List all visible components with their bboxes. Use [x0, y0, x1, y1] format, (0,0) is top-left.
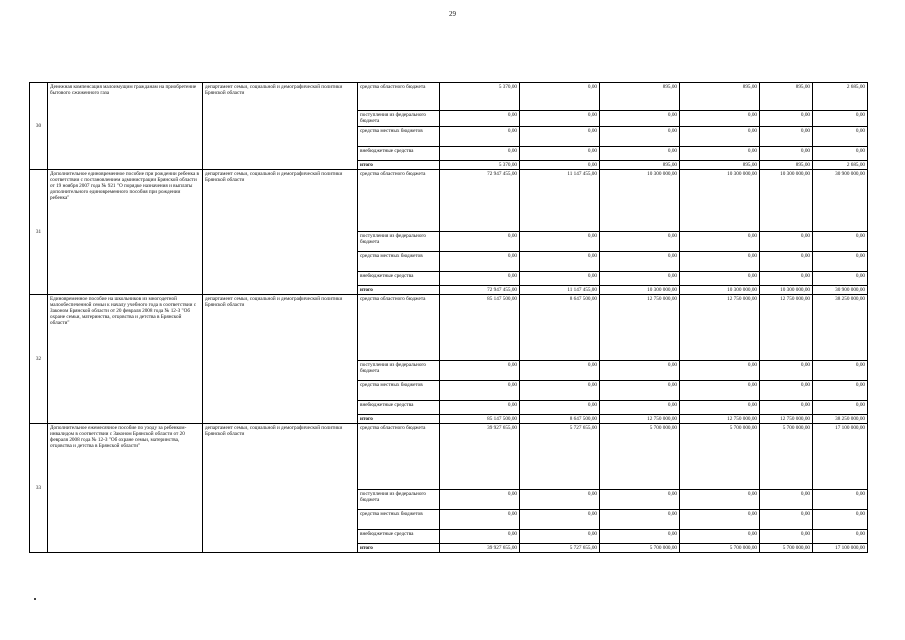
amount-cell: 895,00 [760, 83, 813, 111]
amount-cell: 0,00 [760, 111, 813, 127]
amount-cell: 0,00 [440, 401, 520, 415]
amount-cell: 0,00 [813, 272, 868, 286]
amount-cell: 0,00 [680, 530, 760, 544]
amount-cell: 0,00 [813, 361, 868, 381]
amount-cell: 12 750 000,00 [680, 295, 760, 361]
funding-source: итого [358, 286, 440, 295]
funding-source: итого [358, 544, 440, 553]
amount-cell: 0,00 [520, 361, 600, 381]
funding-source: средства областного бюджета [358, 83, 440, 111]
amount-cell: 0,00 [760, 361, 813, 381]
amount-cell: 5 700 000,00 [600, 424, 680, 490]
table-row [30, 295, 868, 361]
amount-cell: 0,00 [440, 232, 520, 252]
amount-cell: 8 647 500,00 [520, 415, 600, 424]
funding-source: средства местных бюджетов [358, 252, 440, 272]
amount-cell: 30 900 000,00 [813, 170, 868, 232]
funding-source: поступления из федерального бюджета [358, 111, 440, 127]
amount-cell: 0,00 [680, 232, 760, 252]
amount-cell: 0,00 [600, 490, 680, 510]
amount-cell: 5 700 000,00 [600, 544, 680, 553]
amount-cell: 8 647 500,00 [520, 295, 600, 361]
amount-cell: 0,00 [600, 272, 680, 286]
amount-cell: 38 250 000,00 [813, 295, 868, 361]
amount-cell: 0,00 [813, 510, 868, 530]
amount-cell: 0,00 [760, 127, 813, 147]
amount-cell: 0,00 [440, 490, 520, 510]
amount-cell: 0,00 [440, 272, 520, 286]
funding-source: внебюджетные средства [358, 401, 440, 415]
funding-source: поступления из федерального бюджета [358, 490, 440, 510]
funding-source: средства местных бюджетов [358, 510, 440, 530]
executor: департамент семьи, социальной и демографической политики Брянской области [203, 170, 358, 295]
executor: департамент семьи, социальной и демографической политики Брянской области [203, 424, 358, 553]
amount-cell: 10 300 000,00 [680, 170, 760, 232]
amount-cell: 85 147 500,00 [440, 415, 520, 424]
amount-cell: 0,00 [520, 232, 600, 252]
amount-cell: 0,00 [680, 381, 760, 401]
funding-source: средства областного бюджета [358, 295, 440, 361]
page-number: 29 [449, 10, 456, 18]
amount-cell: 0,00 [760, 381, 813, 401]
amount-cell: 0,00 [440, 361, 520, 381]
amount-cell: 12 750 000,00 [760, 295, 813, 361]
amount-cell: 0,00 [760, 510, 813, 530]
measure-name: Дополнительное единовременное пособие при рождении ребенка в соответствии с постановлением администрации Брянской области от 19 ноября 2007 года № 921 "О порядке назначения и выплаты дополнительного единовременного пособия при рождении ребенка" [48, 170, 203, 295]
amount-cell: 12 750 000,00 [680, 415, 760, 424]
amount-cell: 12 750 000,00 [760, 415, 813, 424]
measure-name: Единовременное пособие на школьников из многодетной малообеспеченной семьи к началу учебного года в соответствии с Законом Брянской области от 20 февраля 2008 года № 12-З "Об охране семьи, материнства, отцовства и детства в Брянской области" [48, 295, 203, 424]
amount-cell: 0,00 [760, 401, 813, 415]
amount-cell: 12 750 000,00 [600, 295, 680, 361]
amount-cell: 17 100 000,00 [813, 544, 868, 553]
amount-cell: 0,00 [600, 361, 680, 381]
amount-cell: 10 300 000,00 [760, 170, 813, 232]
amount-cell: 0,00 [600, 232, 680, 252]
amount-cell: 0,00 [760, 272, 813, 286]
amount-cell: 5 370,00 [440, 161, 520, 170]
amount-cell: 0,00 [520, 272, 600, 286]
amount-cell: 11 147 455,00 [520, 170, 600, 232]
amount-cell: 0,00 [813, 232, 868, 252]
amount-cell: 0,00 [520, 530, 600, 544]
measure-name: Денежная компенсация малоимущим гражданам на приобретение бытового сжиженного газа [48, 83, 203, 170]
amount-cell: 12 750 000,00 [600, 415, 680, 424]
amount-cell: 895,00 [680, 161, 760, 170]
amount-cell: 0,00 [600, 510, 680, 530]
row-number: 31 [30, 170, 48, 295]
amount-cell: 0,00 [680, 127, 760, 147]
funding-source: итого [358, 415, 440, 424]
amount-cell: 10 300 000,00 [600, 170, 680, 232]
amount-cell: 895,00 [760, 161, 813, 170]
amount-cell: 895,00 [600, 161, 680, 170]
amount-cell: 0,00 [813, 147, 868, 161]
amount-cell: 0,00 [520, 161, 600, 170]
row-number: 33 [30, 424, 48, 553]
amount-cell: 0,00 [680, 361, 760, 381]
amount-cell: 5 700 000,00 [680, 544, 760, 553]
amount-cell: 10 300 000,00 [680, 286, 760, 295]
table-row [30, 424, 868, 490]
amount-cell: 0,00 [760, 147, 813, 161]
amount-cell: 72 947 455,00 [440, 170, 520, 232]
funding-source: средства местных бюджетов [358, 381, 440, 401]
amount-cell: 0,00 [760, 530, 813, 544]
amount-cell: 0,00 [680, 510, 760, 530]
funding-source: средства областного бюджета [358, 170, 440, 232]
amount-cell: 0,00 [520, 490, 600, 510]
amount-cell: 0,00 [440, 252, 520, 272]
funding-source: поступления из федерального бюджета [358, 361, 440, 381]
amount-cell: 5 727 655,00 [520, 424, 600, 490]
table-row [30, 83, 868, 111]
amount-cell: 5 700 000,00 [680, 424, 760, 490]
measure-name: Дополнительное ежемесячное пособие по уходу за ребенком-инвалидом в соответствии с Законом Брянской области от 20 февраля 2008 года № 12-З "Об охране семьи, материнства, отцовства и детства в Брянской области" [48, 424, 203, 553]
amount-cell: 895,00 [600, 83, 680, 111]
amount-cell: 0,00 [600, 252, 680, 272]
amount-cell: 39 927 655,00 [440, 424, 520, 490]
row-number: 32 [30, 295, 48, 424]
amount-cell: 5 700 000,00 [760, 424, 813, 490]
amount-cell: 0,00 [520, 510, 600, 530]
amount-cell: 0,00 [440, 530, 520, 544]
funding-source: внебюджетные средства [358, 530, 440, 544]
amount-cell: 0,00 [440, 510, 520, 530]
amount-cell: 0,00 [520, 401, 600, 415]
amount-cell: 0,00 [680, 401, 760, 415]
amount-cell: 0,00 [600, 111, 680, 127]
amount-cell: 72 947 455,00 [440, 286, 520, 295]
amount-cell: 0,00 [813, 111, 868, 127]
amount-cell: 0,00 [680, 272, 760, 286]
amount-cell: 0,00 [520, 111, 600, 127]
scan-dot [34, 598, 36, 600]
executor: департамент семьи, социальной и демографической политики Брянской области [203, 83, 358, 170]
amount-cell: 0,00 [760, 232, 813, 252]
amount-cell: 0,00 [520, 147, 600, 161]
amount-cell: 0,00 [760, 490, 813, 510]
funding-source: внебюджетные средства [358, 147, 440, 161]
amount-cell: 0,00 [680, 111, 760, 127]
amount-cell: 0,00 [440, 127, 520, 147]
amount-cell: 0,00 [680, 147, 760, 161]
amount-cell: 30 900 000,00 [813, 286, 868, 295]
amount-cell: 0,00 [680, 490, 760, 510]
amount-cell: 0,00 [520, 127, 600, 147]
funding-source: средства местных бюджетов [358, 127, 440, 147]
executor: департамент семьи, социальной и демографической политики Брянской области [203, 295, 358, 424]
amount-cell: 0,00 [680, 252, 760, 272]
amount-cell: 0,00 [600, 530, 680, 544]
table-row [30, 170, 868, 232]
amount-cell: 0,00 [813, 490, 868, 510]
amount-cell: 0,00 [440, 147, 520, 161]
amount-cell: 0,00 [813, 530, 868, 544]
amount-cell: 0,00 [600, 127, 680, 147]
budget-table [29, 82, 868, 553]
amount-cell: 0,00 [600, 147, 680, 161]
amount-cell: 5 700 000,00 [760, 544, 813, 553]
amount-cell: 0,00 [520, 83, 600, 111]
funding-source: внебюджетные средства [358, 272, 440, 286]
amount-cell: 39 927 655,00 [440, 544, 520, 553]
amount-cell: 0,00 [813, 401, 868, 415]
funding-source: итого [358, 161, 440, 170]
amount-cell: 0,00 [600, 381, 680, 401]
amount-cell: 11 147 455,00 [520, 286, 600, 295]
amount-cell: 2 685,00 [813, 161, 868, 170]
amount-cell: 0,00 [813, 381, 868, 401]
amount-cell: 0,00 [760, 252, 813, 272]
amount-cell: 10 300 000,00 [760, 286, 813, 295]
amount-cell: 0,00 [520, 252, 600, 272]
amount-cell: 0,00 [813, 127, 868, 147]
amount-cell: 0,00 [440, 381, 520, 401]
amount-cell: 17 100 000,00 [813, 424, 868, 490]
amount-cell: 0,00 [440, 111, 520, 127]
funding-source: средства областного бюджета [358, 424, 440, 490]
amount-cell: 5 727 655,00 [520, 544, 600, 553]
row-number: 30 [30, 83, 48, 170]
amount-cell: 2 685,00 [813, 83, 868, 111]
amount-cell: 0,00 [813, 252, 868, 272]
amount-cell: 0,00 [520, 381, 600, 401]
funding-source: поступления из федерального бюджета [358, 232, 440, 252]
amount-cell: 38 250 000,00 [813, 415, 868, 424]
amount-cell: 5 370,00 [440, 83, 520, 111]
amount-cell: 85 147 500,00 [440, 295, 520, 361]
amount-cell: 10 300 000,00 [600, 286, 680, 295]
amount-cell: 895,00 [680, 83, 760, 111]
amount-cell: 0,00 [600, 401, 680, 415]
